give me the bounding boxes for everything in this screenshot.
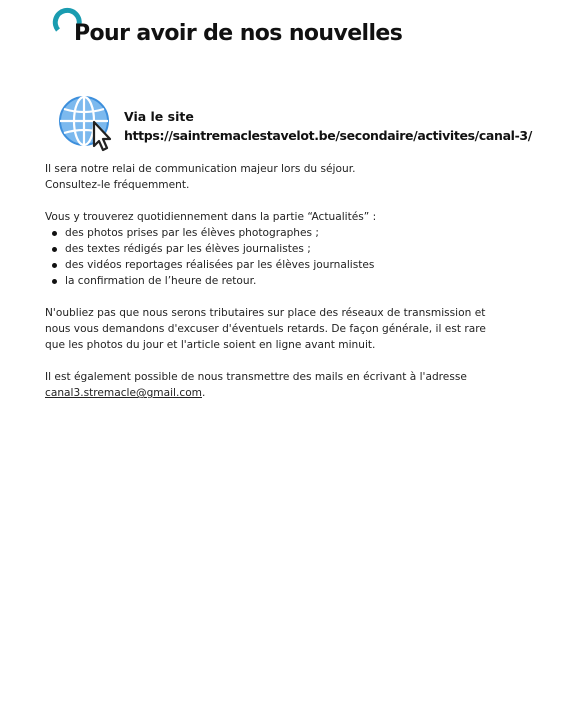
list-item: des photos prises par les élèves photographes ; [65,225,525,241]
site-url-link[interactable]: https://saintremaclestavelot.be/secondaire/activites/canal-3/ [124,128,532,143]
news-list [45,225,525,289]
body-content [45,161,525,401]
para1-line2: Consultez-le fréquemment. [45,179,190,191]
para4-line1: Il est également possible de nous transmettre des mails en écrivant à l'adresse [45,371,467,383]
page-title: Pour avoir de nos nouvelles [74,21,403,46]
para3-line2: nous vous demandons d'excuser d'éventuels retards. De façon générale, il est rare [45,323,486,335]
site-info [124,108,532,146]
para1-line1: Il sera notre relai de communication majeur lors du séjour. [45,163,356,175]
email-link[interactable]: canal3.stremacle@gmail.com [45,387,202,399]
para3-line3: que les photos du jour et l'article soient en ligne avant minuit. [45,339,376,351]
email-line [45,385,525,401]
para3-line1: N'oubliez pas que nous serons tributaires sur place des réseaux de transmission et [45,307,486,319]
email-suffix: . [202,387,206,399]
list-item: la confirmation de l’heure de retour. [65,273,525,289]
globe-cursor-icon [58,94,116,154]
site-label: Via le site [124,109,194,124]
list-item: des textes rédigés par les élèves journalistes ; [65,241,525,257]
list-item: des vidéos reportages réalisées par les élèves journalistes [65,257,525,273]
list-intro: Vous y trouverez quotidiennement dans la partie “Actualités” : [45,211,377,223]
